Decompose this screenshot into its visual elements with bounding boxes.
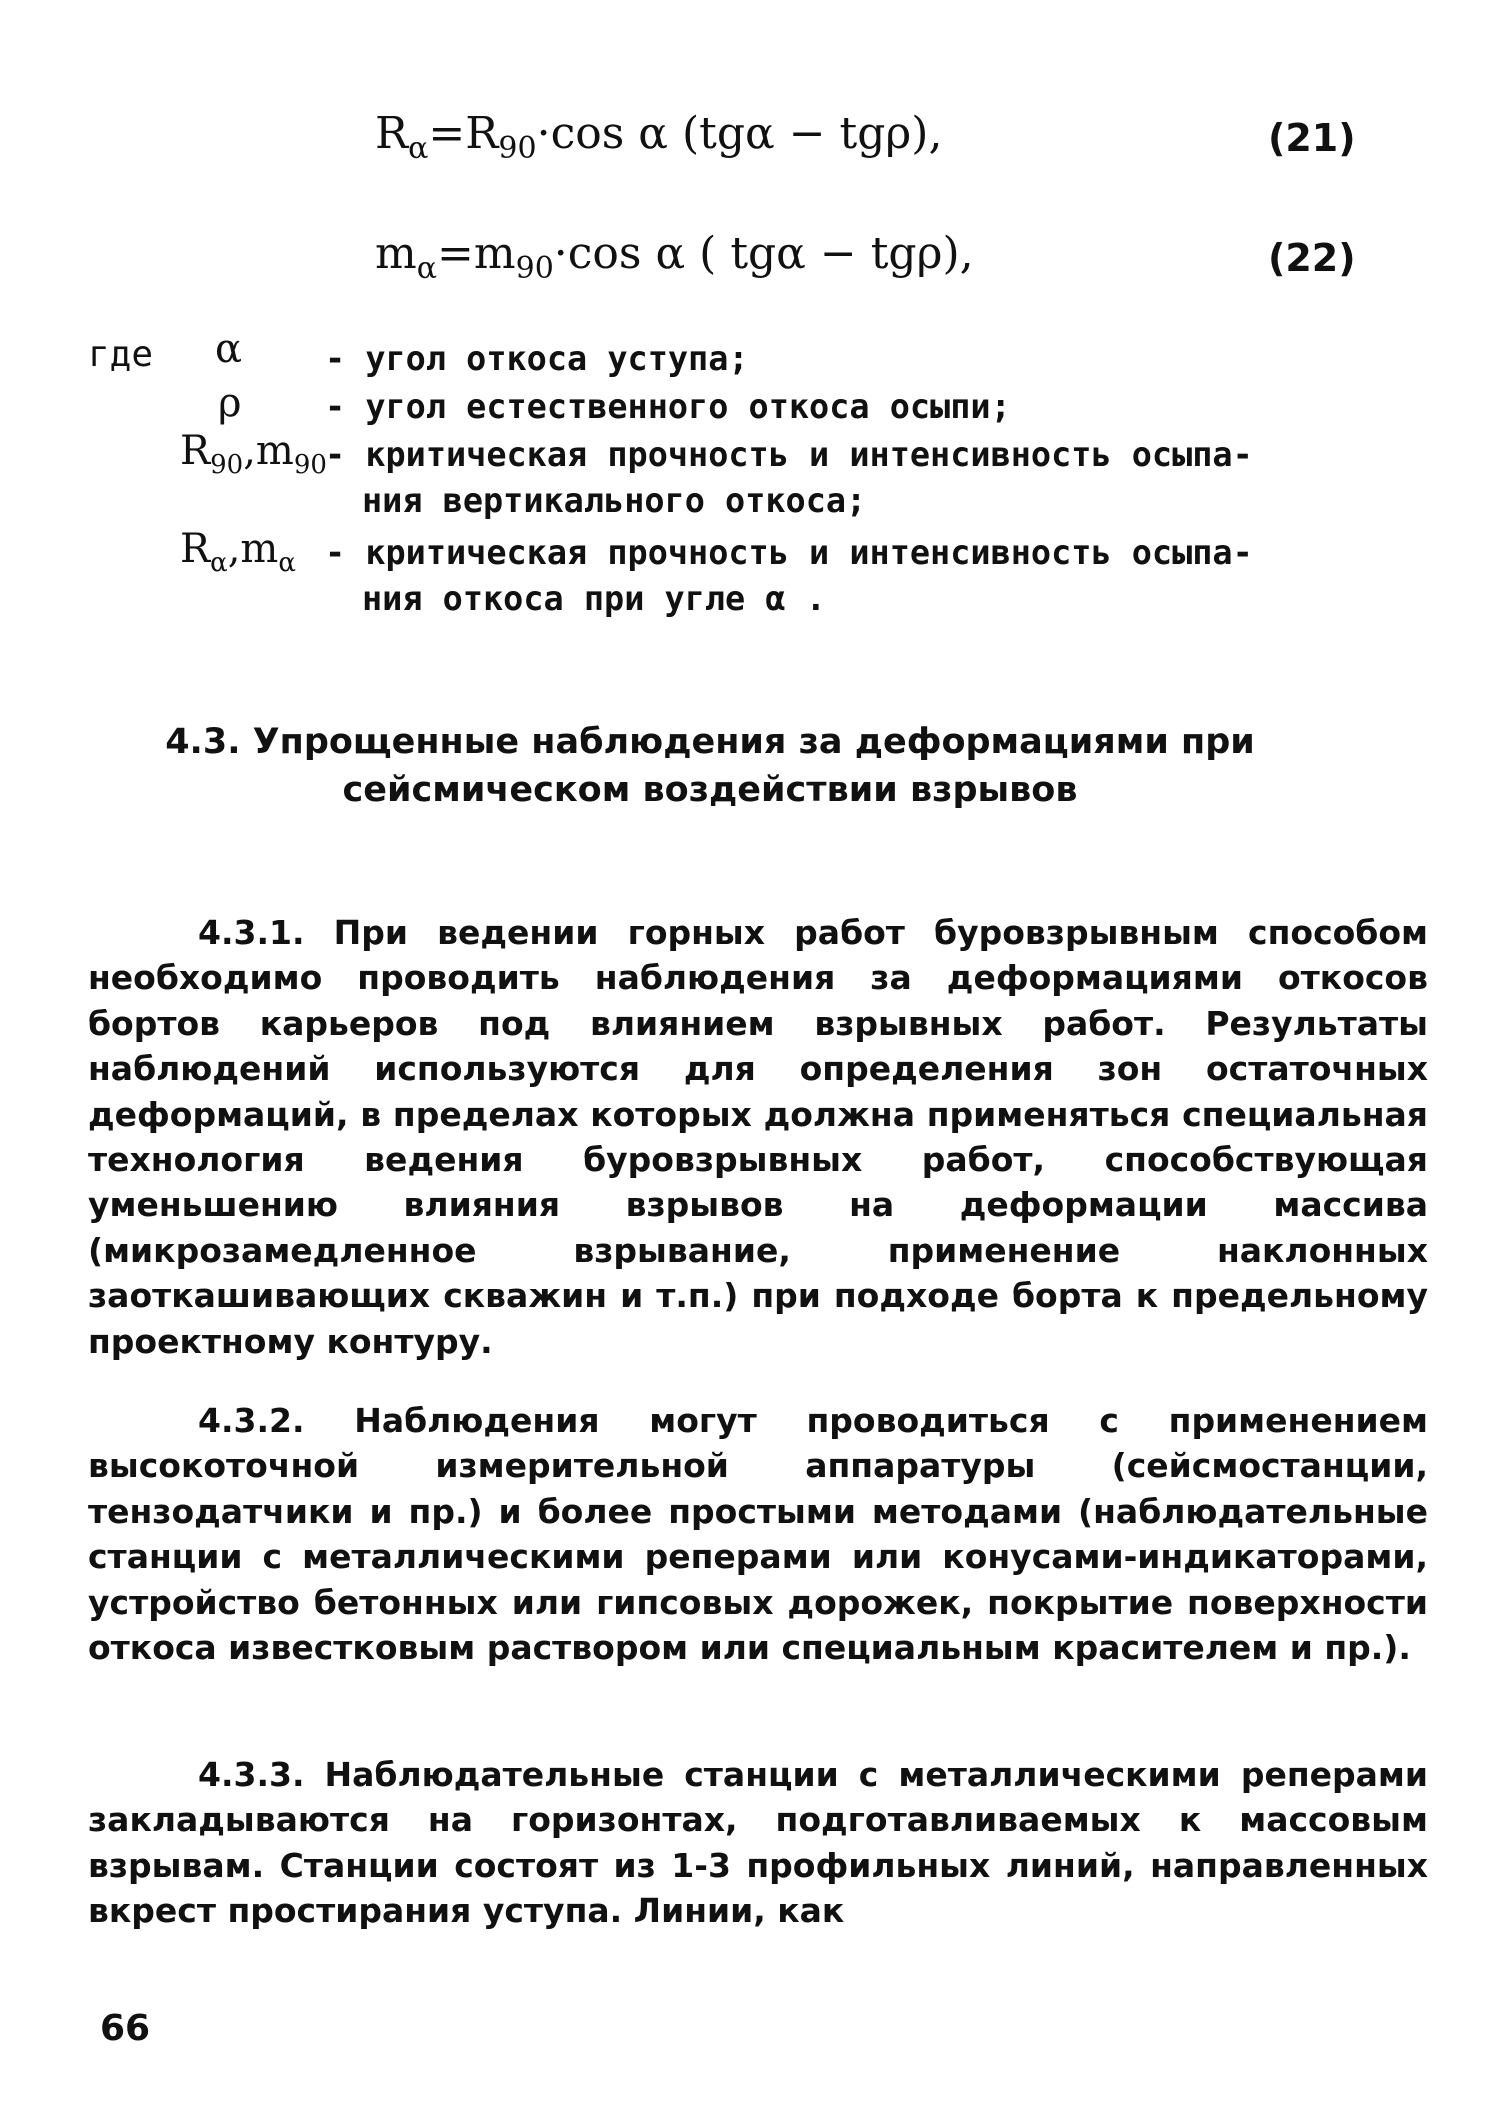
legend-definition: - критическая прочность и интенсивность осыпа- — [325, 435, 1253, 474]
legend-definition: - угол естественного откоса осыпи; — [325, 387, 1011, 426]
legend-symbol-part: R — [180, 428, 211, 474]
formula-body: ·cos α (tgα − tgρ), — [536, 108, 943, 159]
formula-symbol: R — [375, 108, 409, 159]
equation-number-21: (21) — [1268, 116, 1356, 160]
legend-definition-continued: ния вертикального откоса; — [362, 481, 867, 520]
legend-definition: - критическая прочность и интенсивность осыпа- — [325, 533, 1253, 572]
section-heading — [120, 718, 1300, 814]
legend-where-word: где — [88, 334, 154, 375]
legend-symbol-part: R — [180, 526, 211, 572]
section-heading-line: 4.3. Упрощенные наблюдения за деформациями при — [165, 722, 1255, 762]
formula-subscript: α — [408, 130, 429, 166]
legend-definition: - угол откоса уступа; — [325, 339, 749, 378]
legend-symbol-ralpha-malpha — [180, 526, 296, 578]
paragraph-4-3-3: 4.3.3. Наблюдательные станции с металлическими реперами закладываются на горизонтах, подготавливаемых к массовым взрывам. Станции состоят из 1-3 профильных линий, направленных вкрест простирания уступа. Линии, как — [88, 1755, 1428, 1931]
formula-equals: = — [428, 108, 466, 159]
formula-subscript: 90 — [498, 130, 537, 166]
formula-symbol: m — [375, 228, 417, 279]
paragraph-4-3-1: 4.3.1. При ведении горных работ буровзрывным способом необходимо проводить наблюдения за деформациями откосов бортов карьеров под влиянием взрывных работ. Результаты наблюдений используются для определения зон остаточных деформаций, в пределах которых должна применяться специальная технология ведения буровзрывных работ, способствующая уменьшению влияния взрывов на деформации массива (микрозамедленное взрывание, применение наклонных заоткашивающих скважин и т.п.) при подходе борта к предельному проектному контуру. — [88, 913, 1428, 1361]
legend-symbol-subscript: α — [210, 548, 228, 578]
formula-21 — [375, 108, 942, 166]
formula-symbol: R — [465, 108, 499, 159]
legend-definition-continued: ния откоса при угле α . — [362, 579, 826, 618]
formula-22 — [375, 228, 974, 286]
legend-symbol-r90-m90 — [180, 428, 327, 480]
page-number: 66 — [100, 2008, 151, 2049]
equation-number-22: (22) — [1268, 236, 1356, 280]
formula-body: ·cos α ( tgα − tgρ), — [553, 228, 974, 279]
legend-symbol-subscript: α — [278, 548, 296, 578]
section-heading-line: сейсмическом воздействии взрывов — [342, 770, 1078, 810]
paragraph-4-3-2: 4.3.2. Наблюдения могут проводиться с применением высокоточной измерительной аппаратуры (сейсмостанции, тензодатчики и пр.) и более простыми методами (наблюдательные станции с металлическими реперами или конусами-индикаторами, устройство бетонных или гипсовых дорожек, покрытие поверхности откоса известковым раствором или специальным красителем и пр.). — [88, 1401, 1428, 1668]
legend-symbol-part: ,m — [243, 428, 294, 474]
legend-symbol-subscript: 90 — [293, 450, 327, 480]
formula-symbol: m — [473, 228, 516, 279]
legend-symbol-subscript: 90 — [210, 450, 244, 480]
formula-subscript: 90 — [515, 250, 554, 286]
legend-symbol-rho: ρ — [218, 380, 242, 426]
legend-symbol-part: ,m — [227, 526, 279, 572]
formula-subscript: α — [416, 250, 437, 286]
formula-equals: = — [437, 228, 474, 279]
legend-symbol-alpha: α — [215, 326, 243, 372]
